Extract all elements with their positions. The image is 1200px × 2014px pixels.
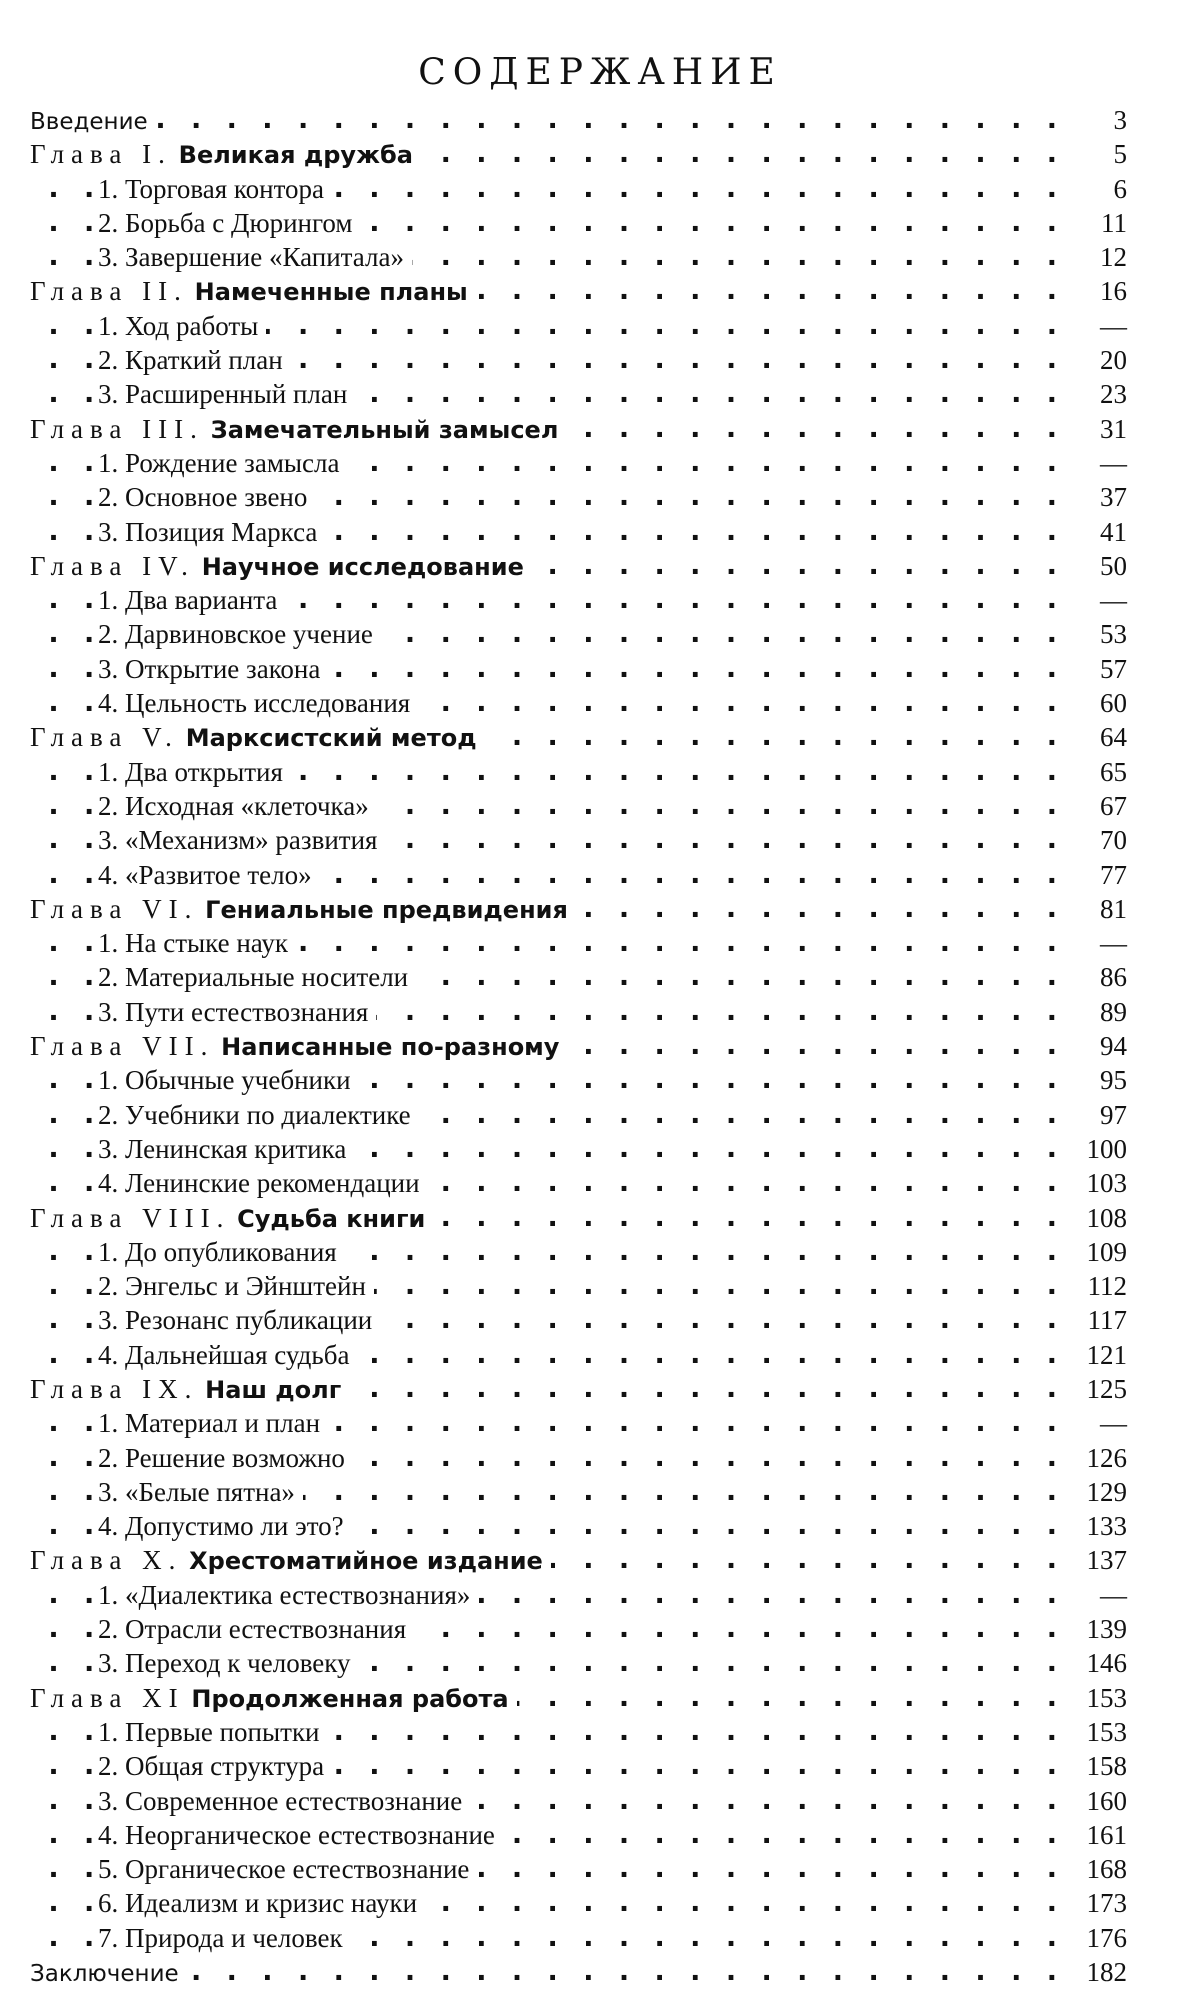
chapter-name: Научное исследование [201,552,524,581]
chapter-number: Глава X. [30,1545,183,1576]
toc-section-entry [30,1886,1127,1920]
toc-entry-label: 1. Рождение замысла [98,446,348,480]
toc-page-number: 182 [1065,1955,1127,1989]
toc-page-number: — [1065,1578,1127,1612]
toc-page-number: 161 [1065,1818,1127,1852]
toc-entry-label: 4. Неорганическое естествознание [98,1818,503,1852]
toc-entry-label [30,1201,433,1236]
toc-page-number: 137 [1065,1543,1127,1577]
toc-entry-label: 2. Основное звено [98,480,315,514]
toc-page-number: — [1065,926,1127,960]
toc-section-entry [30,1612,1127,1646]
toc-entry-label [30,137,421,172]
toc-page-number: 129 [1065,1475,1127,1509]
chapter-name: Великая дружба [178,141,413,170]
toc-entry-label: 2. Учебники по диалектике [98,1098,419,1132]
toc-section-entry [30,1441,1127,1475]
toc-page-number: 11 [1065,206,1127,240]
toc-page-number: 125 [1065,1372,1127,1406]
toc-entry-label: Введение [30,105,156,139]
toc-section-entry [30,1269,1127,1303]
toc-page-number: 70 [1065,823,1127,857]
toc-entry-label: 2. Краткий план [98,343,291,377]
toc-chapter-entry [30,274,1127,308]
toc-page-number: 53 [1065,617,1127,651]
toc-page-number: 97 [1065,1098,1127,1132]
toc-chapter-entry [30,892,1127,926]
toc-section-entry [30,1098,1127,1132]
toc-page-number: 112 [1065,1269,1127,1303]
toc-entry-label: 1. На стыке наук [98,926,296,960]
toc-page-number: 160 [1065,1784,1127,1818]
toc-section-entry [30,446,1127,480]
toc-page-number: 121 [1065,1338,1127,1372]
toc-entry-label: 1. Два открытия [98,755,291,789]
table-of-contents [30,103,1127,1989]
toc-section-entry [30,755,1127,789]
toc-section-entry [30,240,1127,274]
chapter-number: Глава VI. [30,893,199,924]
toc-chapter-entry [30,549,1127,583]
toc-chapter-entry [30,1372,1127,1406]
toc-entry-label: 1. Ход работы [98,309,266,343]
chapter-number: Глава IV. [30,550,195,581]
toc-entry-label: 3. «Белые пятна» [98,1475,303,1509]
toc-entry-label: 2. Исходная «клеточка» [98,789,377,823]
toc-entry-label [30,274,476,309]
toc-section-entry [30,686,1127,720]
toc-section-entry [30,480,1127,514]
toc-section-entry [30,515,1127,549]
toc-entry-label: 3. Ленинская критика [98,1132,354,1166]
toc-entry-label: 1. Материал и план [98,1406,328,1440]
chapter-name: Гениальные предвидения [205,895,568,924]
toc-page-number: 117 [1065,1303,1127,1337]
toc-page-number: 89 [1065,995,1127,1029]
toc-page-number: 103 [1065,1166,1127,1200]
chapter-number: Глава I. [30,139,172,170]
toc-page-number: 146 [1065,1646,1127,1680]
toc-page-number: 153 [1065,1681,1127,1715]
toc-entry-label: 4. Дальнейшая судьба [98,1338,357,1372]
chapter-name: Намеченные планы [194,278,468,307]
toc-entry-label: 3. Позиция Маркса [98,515,325,549]
toc-page-number: 57 [1065,652,1127,686]
toc-page-number: 139 [1065,1612,1127,1646]
toc-page-number: 64 [1065,720,1127,754]
toc-page-number: 86 [1065,960,1127,994]
toc-entry-label [30,1681,517,1716]
chapter-name: Замечательный замысел [210,415,559,444]
toc-section-entry [30,1784,1127,1818]
chapter-name: Написанные по-разному [221,1033,560,1062]
toc-section-entry [30,1715,1127,1749]
toc-section-entry [30,1338,1127,1372]
chapter-number: Глава VII. [30,1031,215,1062]
toc-section-entry [30,995,1127,1029]
toc-section-entry [30,1132,1127,1166]
toc-entry-label: 3. Расширенный план [98,377,355,411]
toc-section-entry [30,377,1127,411]
toc-section-entry [30,172,1127,206]
toc-section-entry [30,1509,1127,1543]
chapter-name: Наш долг [205,1375,342,1404]
chapter-number: Глава XI [30,1682,185,1713]
toc-section-entry [30,1578,1127,1612]
toc-page-number: 50 [1065,549,1127,583]
toc-section-entry [30,1166,1127,1200]
toc-section-entry [30,309,1127,343]
toc-entry-label: 3. Резонанс публикации [98,1303,380,1337]
toc-section-entry [30,1475,1127,1509]
chapter-name: Марксистский метод [185,724,477,753]
toc-page-number: — [1065,309,1127,343]
toc-entry [30,1955,1127,1989]
toc-page-number: 108 [1065,1201,1127,1235]
toc-entry-label: 6. Идеализм и кризис науки [98,1886,425,1920]
toc-entry-label: 2. Решение возможно [98,1441,353,1475]
toc-entry-label: 3. Переход к человеку [98,1646,359,1680]
toc-entry-label: 4. Ленинские рекомендации [98,1166,428,1200]
toc-entry-label: Заключение [30,1957,187,1991]
toc-page-number: 67 [1065,789,1127,823]
toc-page-number: 12 [1065,240,1127,274]
toc-section-entry [30,1818,1127,1852]
toc-page-number: 60 [1065,686,1127,720]
toc-entry-label [30,1543,551,1578]
toc-page-number: 23 [1065,377,1127,411]
toc-section-entry [30,1646,1127,1680]
toc-entry-label [30,549,532,584]
toc-entry-label: 1. Торговая контора [98,172,332,206]
toc-entry-label [30,1372,349,1407]
chapter-name: Продолженная работа [191,1684,509,1713]
toc-page-number: 3 [1065,103,1127,137]
chapter-name: Судьба книги [237,1204,426,1233]
toc-page-number: — [1065,1406,1127,1440]
toc-page-number: 126 [1065,1441,1127,1475]
chapter-number: Глава VIII. [30,1202,231,1233]
toc-entry-label: 7. Природа и человек [98,1921,351,1955]
toc-chapter-entry [30,137,1127,171]
toc-entry-label: 3. Современное естествознание [98,1784,470,1818]
toc-page-number: 41 [1065,515,1127,549]
toc-section-entry [30,926,1127,960]
chapter-name: Хрестоматийное издание [189,1547,543,1576]
toc-page-number: 5 [1065,137,1127,171]
toc-entry-label: 2. Отрасли естествознания [98,1612,414,1646]
toc-page-number: 31 [1065,412,1127,446]
dot-leader [30,103,1065,137]
toc-page-number: 6 [1065,172,1127,206]
toc-entry [30,103,1127,137]
toc-page-number: — [1065,583,1127,617]
toc-chapter-entry [30,720,1127,754]
toc-entry-label: 3. Завершение «Капитала» [98,240,412,274]
toc-entry-label: 4. Цельность исследования [98,686,418,720]
toc-entry-label: 2. Борьба с Дюрингом [98,206,360,240]
toc-page-number: 20 [1065,343,1127,377]
toc-page-number: 65 [1065,755,1127,789]
toc-section-entry [30,583,1127,617]
toc-chapter-entry [30,1681,1127,1715]
chapter-number: Глава III. [30,413,204,444]
toc-section-entry [30,652,1127,686]
toc-entry-label [30,892,576,927]
toc-section-entry [30,789,1127,823]
toc-page-number: — [1065,446,1127,480]
toc-chapter-entry [30,1543,1127,1577]
page-title: СОДЕРЖАНИЕ [418,52,782,94]
toc-section-entry [30,1235,1127,1269]
toc-entry-label: 1. Обычные учебники [98,1063,359,1097]
toc-entry-label [30,412,566,447]
toc-entry-label: 4. «Развитое тело» [98,858,320,892]
toc-page-number: 81 [1065,892,1127,926]
chapter-number: Глава IX. [30,1373,199,1404]
toc-page-number: 153 [1065,1715,1127,1749]
toc-section-entry [30,960,1127,994]
toc-entry-label: 1. До опубликования [98,1235,345,1269]
toc-entry-label: 3. Открытие закона [98,652,328,686]
toc-section-entry [30,1303,1127,1337]
toc-page-number: 95 [1065,1063,1127,1097]
toc-page-number: 109 [1065,1235,1127,1269]
toc-section-entry [30,617,1127,651]
toc-section-entry [30,1921,1127,1955]
toc-page-number: 94 [1065,1029,1127,1063]
toc-entry-label: 1. Первые попытки [98,1715,328,1749]
toc-entry-label: 4. Допустимо ли это? [98,1509,352,1543]
toc-page-number: 16 [1065,274,1127,308]
toc-chapter-entry [30,412,1127,446]
chapter-number: Глава V. [30,722,179,753]
toc-page-number: 133 [1065,1509,1127,1543]
toc-section-entry [30,1406,1127,1440]
toc-entry-label [30,1029,567,1064]
toc-section-entry [30,206,1127,240]
toc-section-entry [30,343,1127,377]
toc-page-number: 37 [1065,480,1127,514]
chapter-number: Глава II. [30,276,188,307]
toc-entry-label: 5. Органическое естествознание [98,1852,477,1886]
toc-chapter-entry [30,1029,1127,1063]
toc-entry-label: 2. Энгельс и Эйнштейн [98,1269,374,1303]
toc-section-entry [30,823,1127,857]
toc-entry-label [30,720,485,755]
toc-entry-label: 2. Общая структура [98,1749,332,1783]
toc-section-entry [30,858,1127,892]
toc-section-entry [30,1749,1127,1783]
toc-chapter-entry [30,1201,1127,1235]
toc-section-entry [30,1852,1127,1886]
toc-section-entry [30,1063,1127,1097]
toc-entry-label: 3. «Механизм» развития [98,823,385,857]
toc-entry-label: 1. «Диалектика естествознания» [98,1578,478,1612]
toc-page-number: 176 [1065,1921,1127,1955]
toc-page-number: 100 [1065,1132,1127,1166]
toc-entry-label: 1. Два варианта [98,583,285,617]
toc-page-number: 77 [1065,858,1127,892]
toc-page-number: 158 [1065,1749,1127,1783]
toc-entry-label: 2. Материальные носители [98,960,416,994]
toc-entry-label: 3. Пути естествознания [98,995,376,1029]
toc-page-number: 168 [1065,1852,1127,1886]
toc-entry-label: 2. Дарвиновское учение [98,617,381,651]
toc-page-number: 173 [1065,1886,1127,1920]
